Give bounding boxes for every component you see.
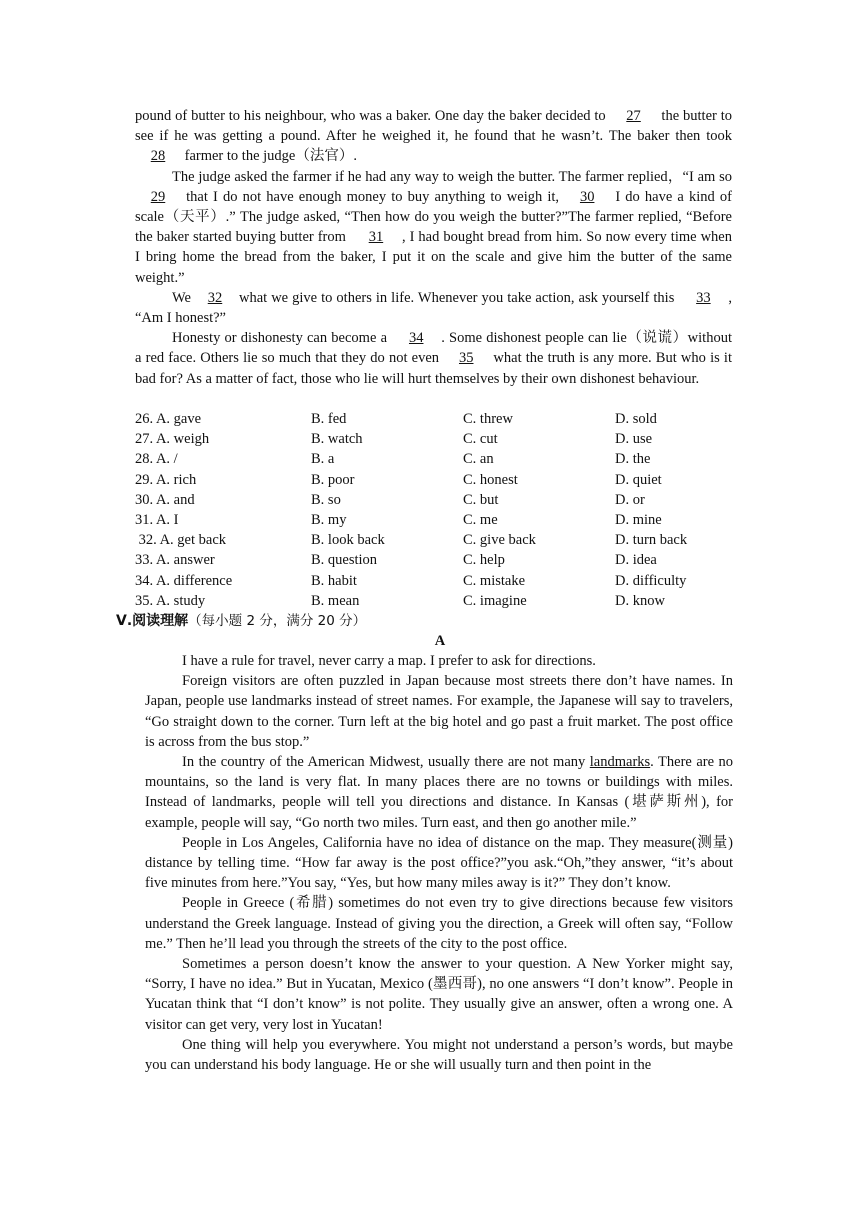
option-choice: B. mean [311, 592, 360, 609]
option-choice: C. an [463, 451, 494, 468]
option-row [135, 550, 735, 570]
option-choice: 32. A. get back [135, 532, 227, 549]
option-choice: B. poor [311, 471, 355, 488]
text-run: People in Greece (希腊) sometimes do not even try to give directions because few visitors understand the Greek language. Instead of giving you the direction, a Greek will often say, “Follow me.” Then he’ll lead you through the streets of the city to the post office. [145, 895, 733, 952]
option-row [135, 530, 735, 550]
option-row [135, 409, 735, 429]
option-choice: D. sold [615, 411, 657, 427]
cloze-blank-32: 32 [207, 289, 223, 306]
option-choice: C. but [463, 491, 499, 508]
text-run: The judge asked the farmer if he had any way to weigh the butter. The farmer replied，“I am so [172, 168, 732, 185]
option-choice: C. give back [463, 532, 536, 549]
text-run: pound of butter to his neighbour, who was a baker. One day the baker decided to [135, 108, 610, 124]
cloze-blank-35: 35 [458, 350, 474, 367]
reading-paragraph [145, 752, 733, 833]
underlined-word: landmarks [589, 754, 651, 771]
cloze-blank-31: 31 [368, 229, 384, 246]
text-run: In the country of the American Midwest, usually there are not many [182, 754, 590, 771]
option-choice: B. so [311, 491, 341, 508]
cloze-blank-34: 34 [408, 330, 424, 347]
text-run: Foreign visitors are often puzzled in Japan because most streets there don’t have names. In Japan, people use landmarks instead of street names. For example, the Japanese will say to travelers, “Go straight down to the corner. Turn left at the big hotel and go past a fruit market. The post office is across from the bus stop.” [145, 673, 733, 750]
text-run: People in Los Angeles, California have no idea of distance on the map. They measure(测量) distance by telling time. “How far away is the post office?”you ask.“Oh,”they answer, “it’s about five minutes from here.”You say, “Yes, but how many miles away is it?” They don’t know. [145, 834, 733, 892]
reading-paragraph [145, 1035, 733, 1075]
cloze-blank-30: 30 [579, 188, 595, 205]
option-choice: 28. A. / [135, 451, 178, 468]
option-choice: B. a [311, 451, 335, 468]
option-choice: B. look back [311, 532, 385, 549]
option-choice: C. imagine [463, 592, 527, 609]
option-choice: D. know [615, 592, 665, 609]
cloze-paragraph [135, 106, 732, 167]
cloze-paragraph [135, 328, 732, 389]
cloze-paragraph [135, 167, 732, 288]
option-choice: B. watch [311, 431, 363, 448]
cloze-blank-28: 28 [150, 148, 166, 165]
option-choice: D. difficulty [615, 572, 687, 589]
cloze-blank-29: 29 [150, 188, 166, 205]
option-choice: C. threw [463, 411, 513, 427]
option-choice: D. mine [615, 511, 662, 528]
option-row [135, 449, 735, 469]
option-choice: 33. A. answer [135, 552, 215, 569]
option-choice: D. use [615, 431, 653, 448]
reading-paragraph [145, 671, 733, 752]
text-run: . There are no mountains, so the land is very flat. In many places there are no towns or buildings with miles. Instead of landmarks, people will tell you directions and distance. In Kansas (堪萨斯州), for example, people will say, “Go north two miles. Turn east, and then go another mile.” [145, 754, 733, 831]
reading-paragraph [145, 954, 733, 1035]
cloze-passage [135, 106, 732, 389]
text-run: I have a rule for travel, never carry a map. I prefer to ask for directions. [182, 653, 596, 669]
option-row [135, 429, 735, 449]
text-run: We [172, 289, 195, 306]
option-choice: B. my [311, 511, 347, 528]
cloze-paragraph [135, 288, 732, 328]
option-choice: 34. A. difference [135, 572, 233, 589]
passage-title: A [434, 633, 446, 649]
reading-paragraph [145, 651, 733, 671]
option-choice: 31. A. I [135, 511, 179, 528]
text-run: Sometimes a person doesn’t know the answer to your question. A New Yorker might say, “Sorry, I have no idea.” But in Yucatan, Mexico (墨西哥), no one answers “I don’t know”. People in Yucatan think that “I don’t know” is not polite. They usually give an answer, often a wrong one. A visitor can get very, very lost in Yucatan! [145, 956, 733, 1033]
option-choice: B. question [311, 552, 378, 569]
text-run: what we give to others in life. Whenever you take action, ask yourself this [234, 289, 679, 306]
cloze-options-table [135, 409, 735, 611]
text-run: that I do not have enough money to buy anything to weigh it, [181, 188, 565, 205]
reading-paragraph [145, 893, 733, 954]
text-run: , I had bought bread from him. So now every time when I bring home the bread from the baker, I put it on the scale and give him the butter of the same weight.” [135, 229, 732, 286]
option-choice: 26. A. gave [135, 411, 202, 427]
option-choice: 29. A. rich [135, 471, 197, 488]
cloze-blank-33: 33 [696, 289, 711, 306]
option-choice: D. or [615, 491, 645, 508]
text-run: . Some dishonest people can lie（说谎）without a red face. Others lie so much that they do not even [135, 330, 732, 367]
reading-paragraph [145, 833, 733, 894]
text-run: , “Am I honest?” [135, 289, 732, 327]
option-choice: 35. A. study [135, 592, 206, 609]
text-run: what the truth is any more. But who is it bad for? As a matter of fact, those who lie will hurt themselves by their own dishonest behaviour. [135, 350, 732, 387]
option-row [135, 490, 735, 510]
option-choice: C. help [463, 552, 505, 569]
option-choice: D. turn back [615, 532, 688, 549]
section-heading [116, 611, 736, 631]
option-row [135, 510, 735, 530]
option-choice: D. idea [615, 552, 657, 569]
section-score-note: （每小题 2 分，满分 20 分） [188, 613, 367, 629]
text-run: One thing will help you everywhere. You might not understand a person’s words, but maybe you can understand his body language. He or she will usually turn and then point in the [145, 1036, 733, 1074]
text-run: farmer to the judge（法官）. [181, 148, 357, 165]
text-run: the butter to see if he was getting a pound. After he weighed it, he found that he wasn’t. The baker then took [135, 108, 732, 145]
option-choice: C. honest [463, 471, 518, 488]
option-choice: 27. A. weigh [135, 431, 210, 448]
reading-passage-a [145, 651, 733, 1075]
option-row [135, 470, 735, 490]
section-title: Ⅴ.阅读理解 [116, 613, 189, 629]
cloze-blank-27: 27 [626, 108, 641, 124]
option-choice: B. fed [311, 411, 347, 427]
text-run: Honesty or dishonesty can become a [172, 330, 392, 347]
option-row [135, 571, 735, 591]
option-choice: C. me [463, 511, 498, 528]
text-run: I do have a kind of scale（天平）.” The judge asked, “Then how do you weigh the butter?”The farmer replied, “Before the baker started buying butter from [135, 188, 732, 246]
option-choice: D. quiet [615, 471, 662, 488]
option-choice: 30. A. and [135, 491, 195, 508]
option-choice: D. the [615, 451, 651, 468]
option-row [135, 591, 735, 611]
option-choice: B. habit [311, 572, 357, 589]
option-choice: C. mistake [463, 572, 526, 589]
option-choice: C. cut [463, 431, 498, 448]
